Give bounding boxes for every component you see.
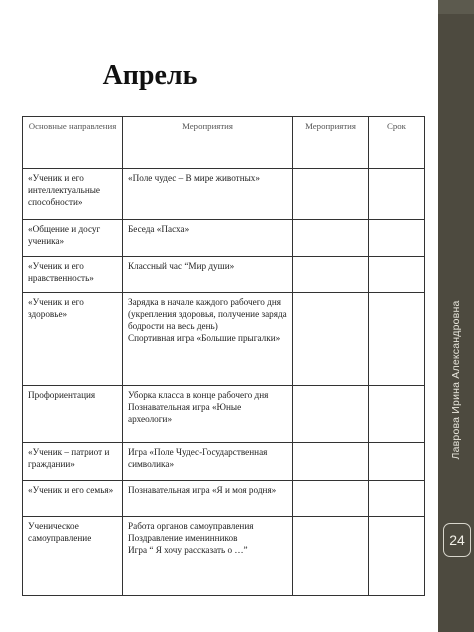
date-cell xyxy=(369,443,425,481)
event-line: Беседа «Пасха» xyxy=(128,224,190,234)
event2-cell xyxy=(293,169,369,220)
date-cell xyxy=(369,517,425,596)
table-row xyxy=(23,220,425,257)
date-cell xyxy=(369,293,425,386)
date-cell xyxy=(369,220,425,257)
event-cell xyxy=(123,169,293,220)
author-name: Лаврова Ирина Александровна xyxy=(450,300,462,460)
event2-cell xyxy=(293,220,369,257)
table-header-row xyxy=(23,117,425,169)
event-cell xyxy=(123,257,293,293)
event-line: Познавательная игра «Я и моя родня» xyxy=(128,485,277,495)
header-directions: Основные направления xyxy=(23,117,123,169)
event-cell xyxy=(123,293,293,386)
table-row xyxy=(23,169,425,220)
event-line: «Поле чудес – В мире животных» xyxy=(128,173,260,183)
event-cell xyxy=(123,386,293,443)
direction-cell: «Ученик и его нравственность» xyxy=(23,257,123,293)
direction-cell: «Ученик и его интеллектуальные способности» xyxy=(23,169,123,220)
table-row xyxy=(23,293,425,386)
page-number-badge: 24 xyxy=(443,523,471,557)
event-cell xyxy=(123,481,293,517)
event2-cell xyxy=(293,443,369,481)
table-row xyxy=(23,517,425,596)
direction-cell: «Общение и досуг ученика» xyxy=(23,220,123,257)
event-line: Классный час “Мир души» xyxy=(128,261,235,271)
event2-cell xyxy=(293,293,369,386)
header-events: Мероприятия xyxy=(123,117,293,169)
event-line: Познавательная игра «Юные археологи» xyxy=(128,401,242,424)
event-cell xyxy=(123,220,293,257)
event-line: Спортивная игра «Большие прыгалки» xyxy=(128,332,281,343)
table-row xyxy=(23,386,425,443)
date-cell xyxy=(369,386,425,443)
page-title: Апрель xyxy=(102,60,198,91)
direction-cell: Ученическое самоуправление xyxy=(23,517,123,596)
table-row xyxy=(23,257,425,293)
event-cell xyxy=(123,443,293,481)
event-cell xyxy=(123,517,293,596)
direction-cell: Профориентация xyxy=(23,386,123,443)
event-line: Игра «Поле Чудес-Государственная символика» xyxy=(128,447,268,469)
event-line: Уборка класса в конце рабочего дня xyxy=(128,390,269,400)
direction-cell: «Ученик и его здоровье» xyxy=(23,293,123,386)
event2-cell xyxy=(293,481,369,517)
date-cell xyxy=(369,257,425,293)
event2-cell xyxy=(293,517,369,596)
date-cell xyxy=(369,481,425,517)
header-date: Срок xyxy=(369,117,425,169)
event-line: Игра “ Я хочу рассказать о …” xyxy=(128,544,248,555)
header-events-2: Мероприятия xyxy=(293,117,369,169)
event2-cell xyxy=(293,386,369,443)
sidebar-top-band xyxy=(438,0,474,14)
direction-cell: «Ученик – патриот и граждании» xyxy=(23,443,123,481)
direction-cell: «Ученик и его семья» xyxy=(23,481,123,517)
table-row xyxy=(23,481,425,517)
date-cell xyxy=(369,169,425,220)
event-line: Работа органов самоуправления xyxy=(128,521,254,531)
event2-cell xyxy=(293,257,369,293)
event-line: Зарядка в начале каждого рабочего дня (укрепления здоровья, получение заряда бодрости на весь день) xyxy=(128,297,287,331)
plan-table xyxy=(22,116,425,596)
event-line: Поздравление именинников xyxy=(128,532,238,543)
table-row xyxy=(23,443,425,481)
